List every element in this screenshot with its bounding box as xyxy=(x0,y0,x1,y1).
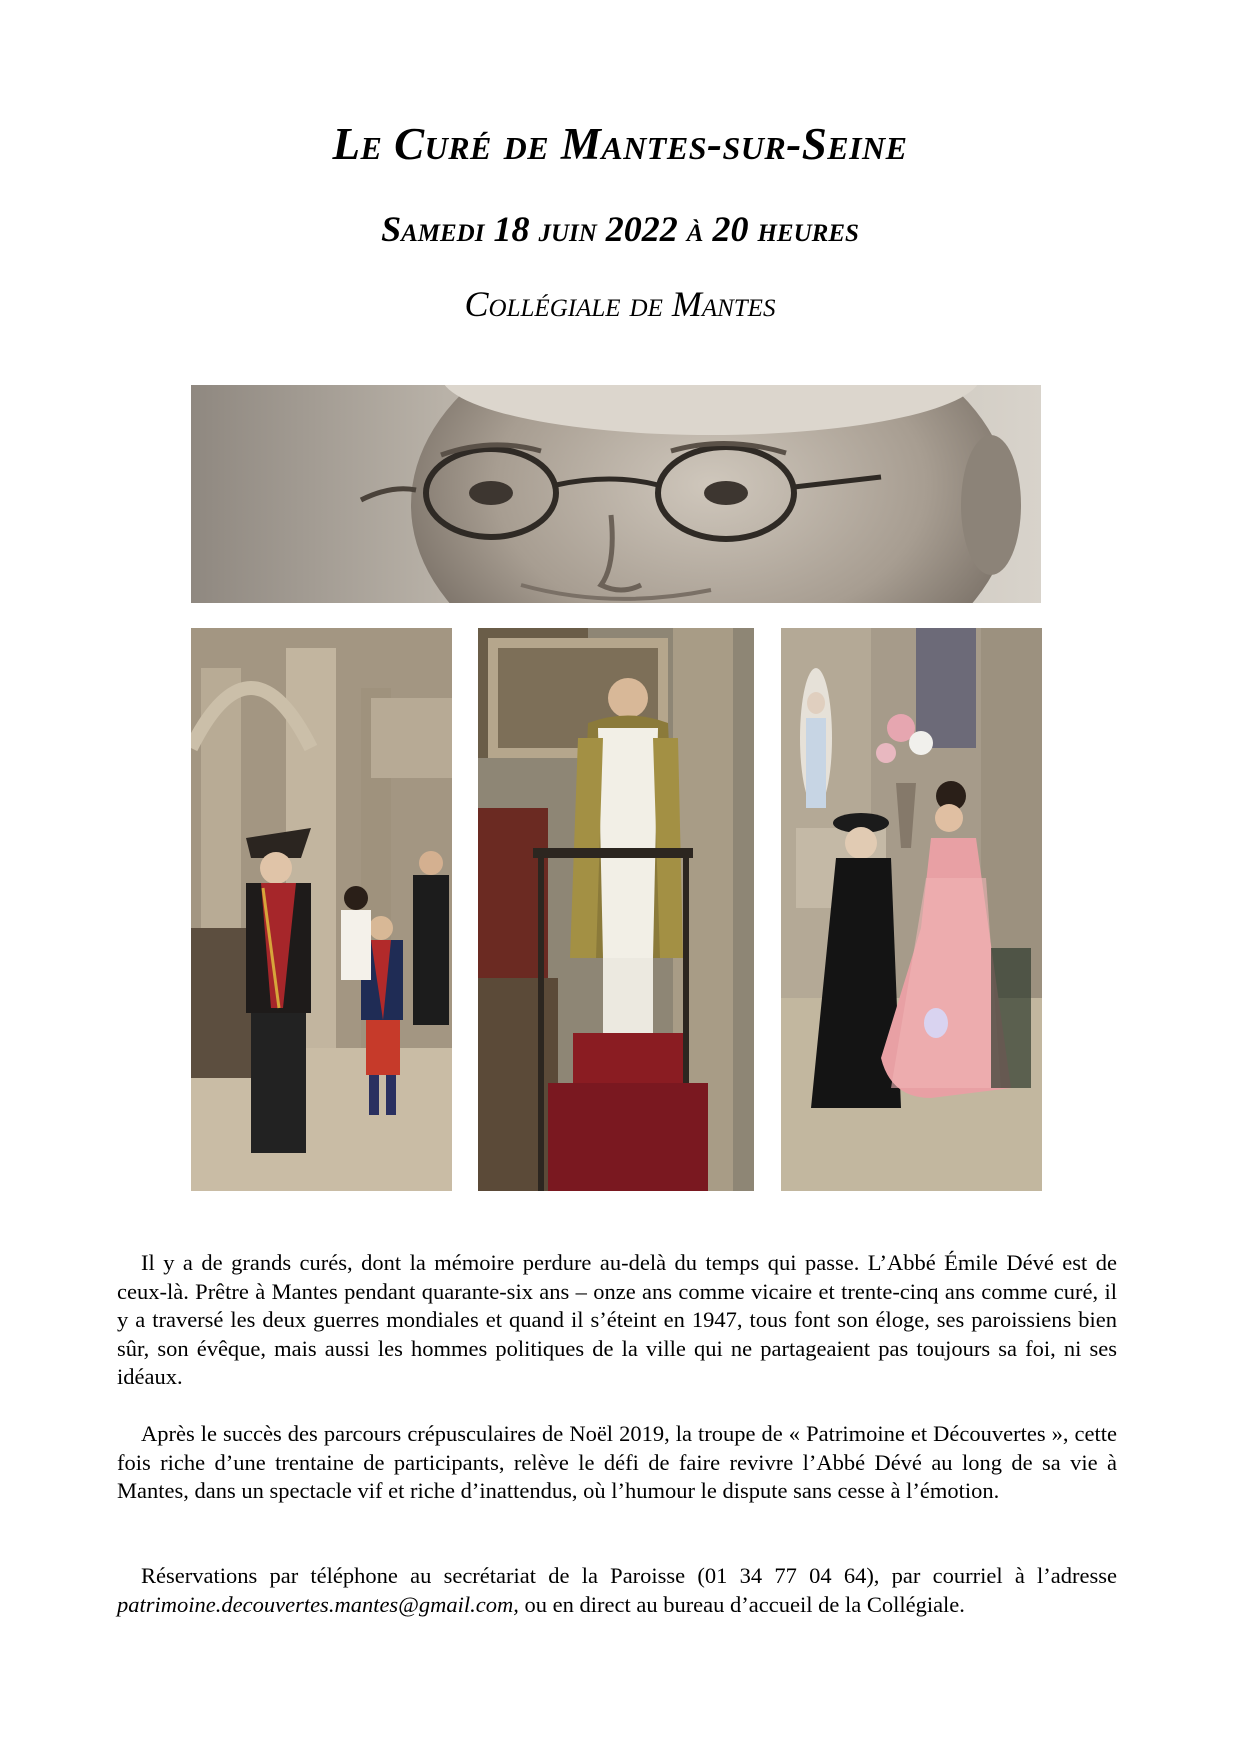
paragraph-intro xyxy=(117,1249,1117,1392)
event-date: Samedi 18 juin 2022 à 20 heures xyxy=(381,209,859,249)
paragraph-show xyxy=(117,1420,1117,1506)
paragraph-show-text: Après le succès des parcours crépusculaires de Noël 2019, la troupe de « Patrimoine et Découvertes », cette fois riche d’une trentaine de participants, relève le défi de faire revivre l’Abbé Dévé au long de sa vie à Mantes, dans un spectacle vif et riche d’inattendus, où l’humour le dispute sans cesse à l’émotion. xyxy=(117,1421,1117,1503)
reservation-text: Réservations par téléphone au secrétariat de la Paroisse (01 34 77 04 64), par courriel à l’adresse xyxy=(141,1563,1117,1588)
procession-photo xyxy=(191,628,452,1191)
reservation-text-end: ou en direct au bureau d’accueil de la Collégiale. xyxy=(524,1591,965,1617)
seated-performers-graphic xyxy=(781,628,1042,1191)
banner-portrait-image xyxy=(191,385,1041,603)
paragraph-intro-text: Il y a de grands curés, dont la mémoire perdure au-delà du temps qui passe. L’Abbé Émile Dévé est de ceux-là. Prêtre à Mantes pendant quarante-six ans – onze ans comme vicaire et trente-cinq ans comme curé, il y a traversé les deux guerres mondiales et quand il s’éteint en 1947, tous font son éloge, ses paroissiens bien sûr, son évêque, mais aussi les hommes politiques de la ville qui ne partageaient pas toujours sa foi, ni ses idéaux. xyxy=(117,1250,1117,1389)
event-venue: Collégiale de Mantes xyxy=(464,284,776,324)
sepia-portrait-graphic xyxy=(191,385,1041,603)
priest-graphic xyxy=(478,628,754,1191)
paragraph-reservations xyxy=(117,1562,1117,1619)
page-title: Le Curé de Mantes-sur-Seine xyxy=(332,119,908,169)
contact-email-link[interactable]: patrimoine.decouvertes.mantes@gmail.com, xyxy=(117,1591,519,1617)
procession-graphic xyxy=(191,628,452,1191)
priest-at-lectern-photo xyxy=(478,628,754,1191)
seated-performers-photo xyxy=(781,628,1042,1191)
